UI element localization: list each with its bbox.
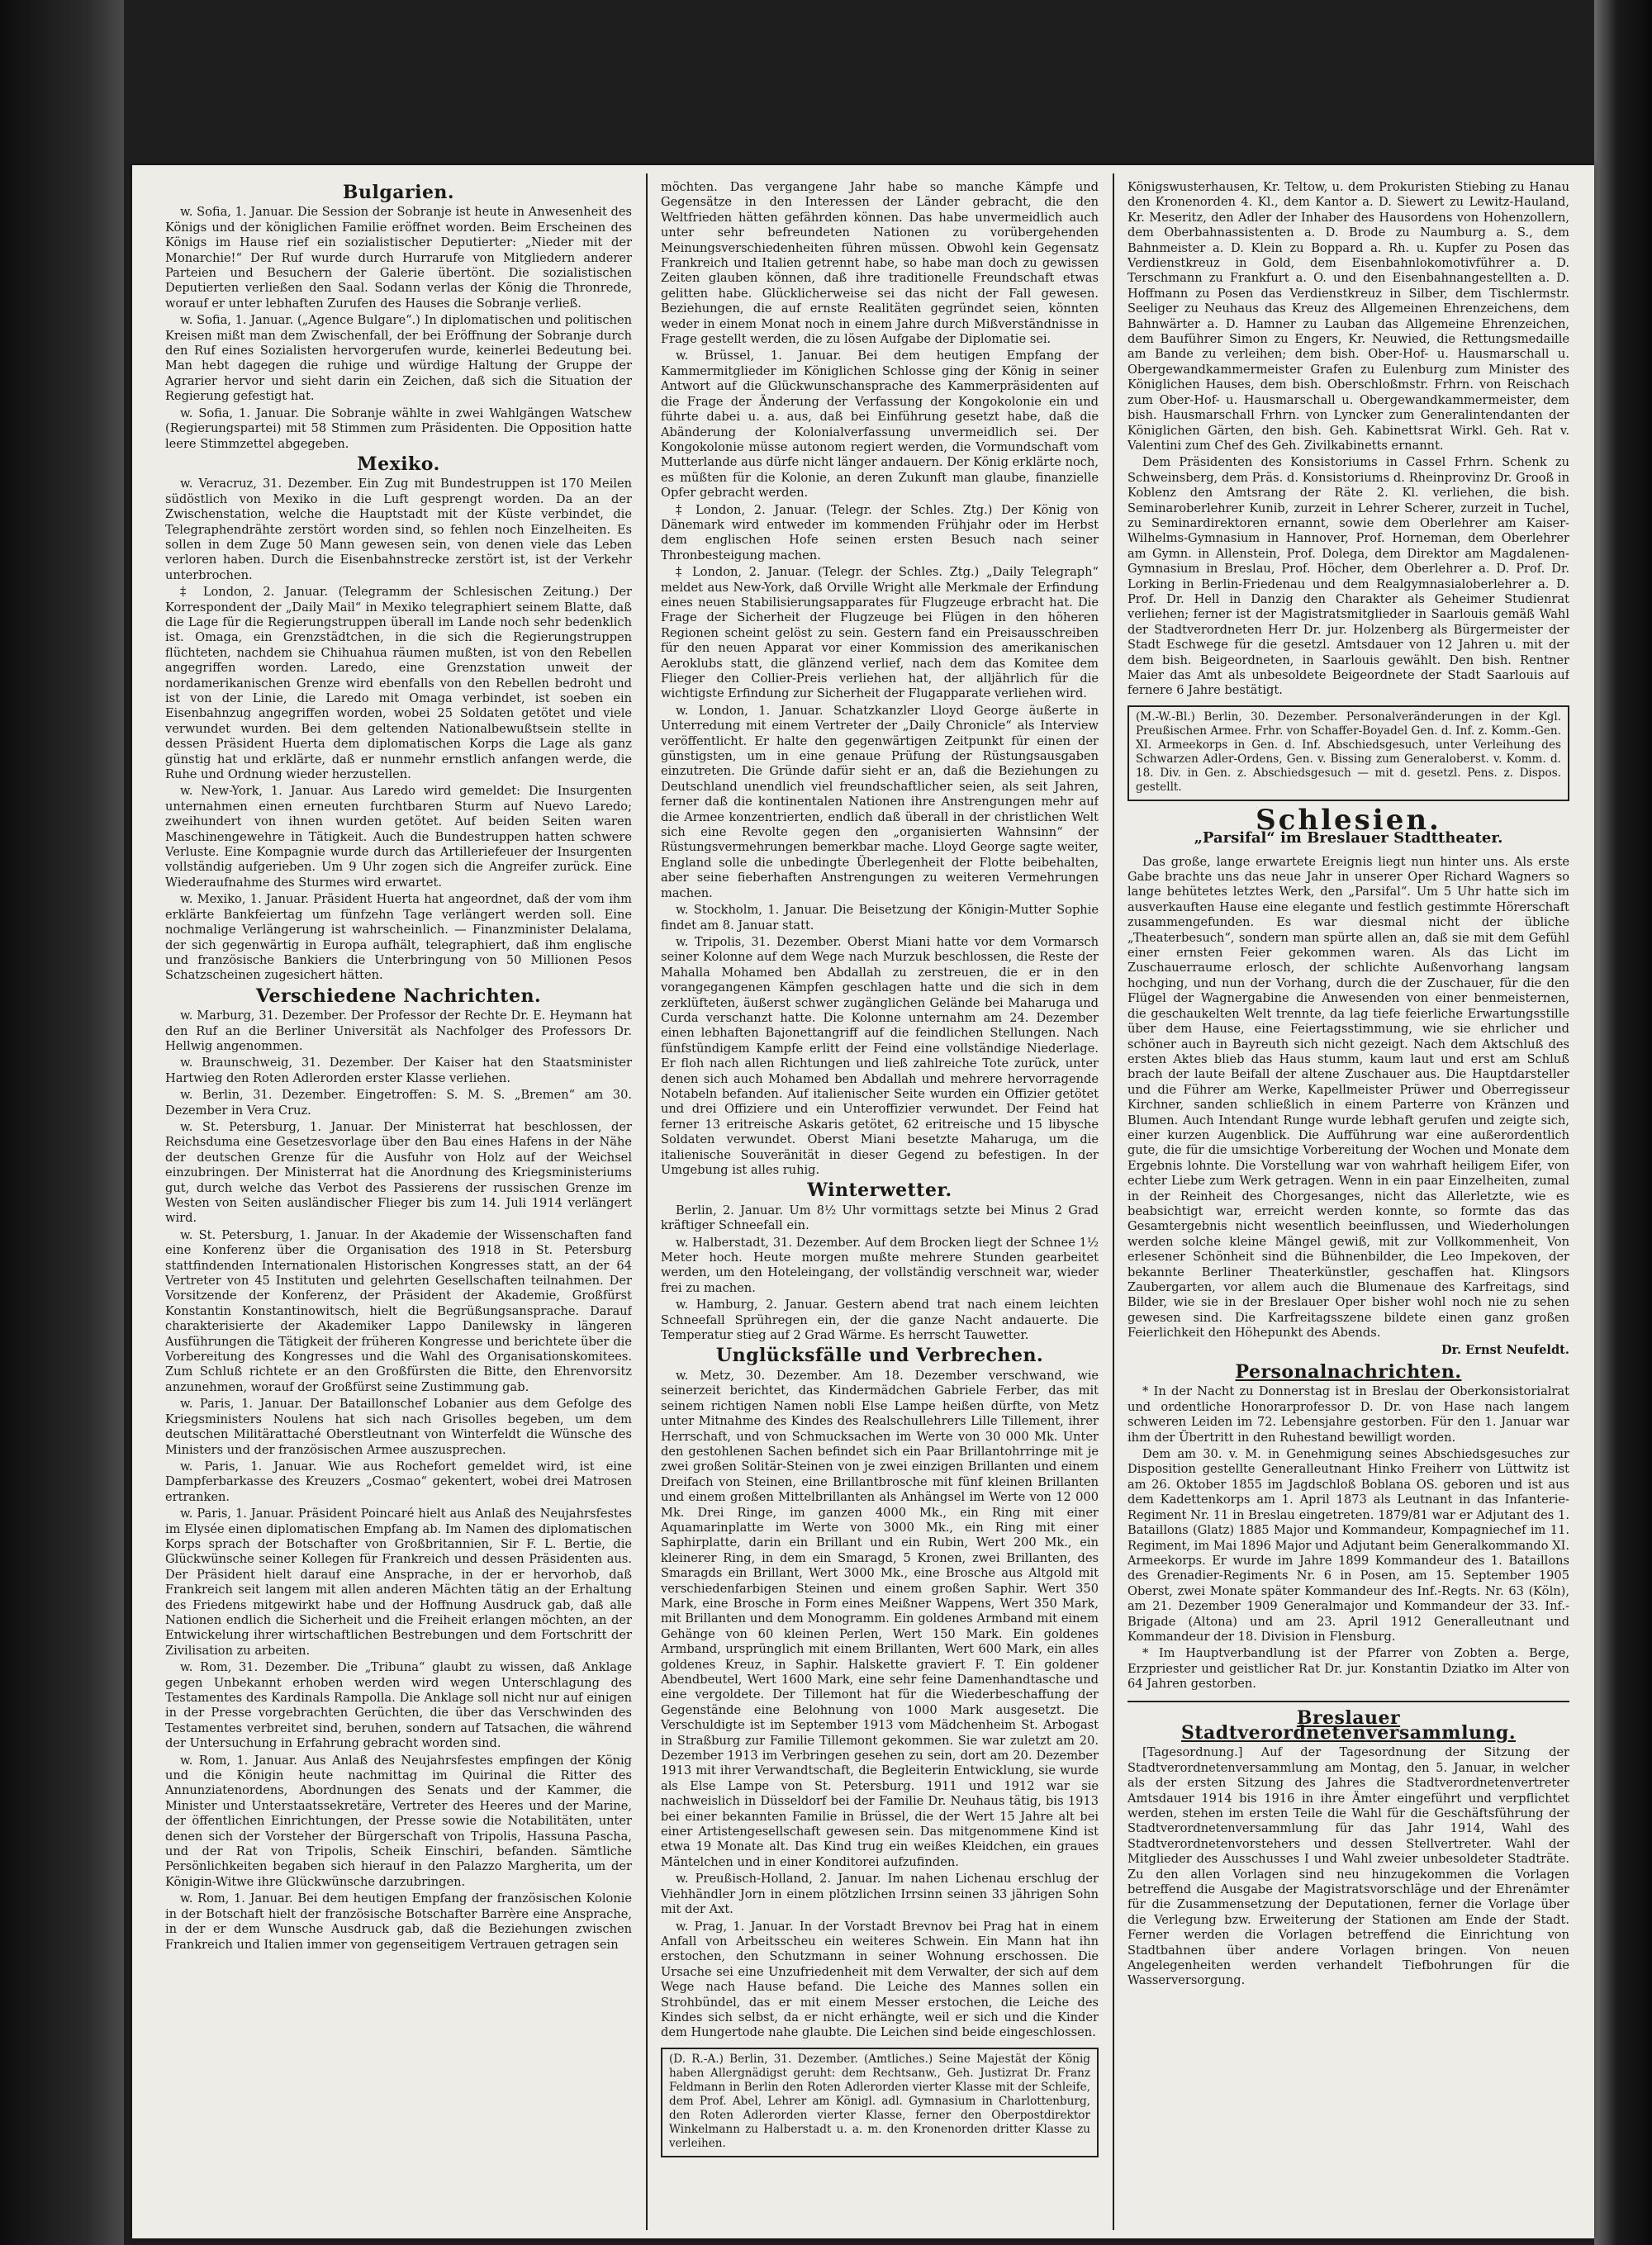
article-paragraph: Berlin, 2. Januar. Um 8½ Uhr vormittags setzte bei Minus 2 Grad kräftiger Schneefall ein. <box>661 1203 1099 1233</box>
section-heading-personalnachrichten: Personalnachrichten. <box>1235 1361 1462 1384</box>
column-rule <box>1113 173 1114 2230</box>
column-3 <box>1127 180 1569 2222</box>
article-paragraph: w. Rom, 1. Januar. Aus Anlaß des Neujahrsfestes empfingen der König und die Königin heute nachmittag im Quirinal die Ritter des Annunziatenordens, Abordnungen des Senats und der Kammer, die Minister und Unterstaatssekretäre, Vertreter des Heeres und der Marine, der öffentlichen Einrichtungen, der Presse sowie die Notabilitäten, unter denen sich der Vorsteher der Bürgerschaft von Tripolis, Hassuna Pascha, und der Rat von Tripolis, Scheik Einschiri, befanden. Sämtliche Persönlichkeiten begaben sich hierauf in den Palazzo Margherita, um der Königin-Witwe ihre Glückwünsche darzubringen. <box>165 1753 632 1889</box>
article-paragraph: w. Veracruz, 31. Dezember. Ein Zug mit Bundestruppen ist 170 Meilen südöstlich von Mexiko in die Luft gesprengt worden. Da an der Zwischenstation, welche die Hauptstadt mit der Küste verbindet, die Telegraphendrähte zerstört worden sind, so fehlen noch Einzelheiten. Es sollen in dem Zuge 50 Mann gewesen sein, von denen viele das Leben verloren haben. Durch die Eisenbahnstrecke zerstört ist, ist der Verkehr unterbrochen. <box>165 477 632 582</box>
article-paragraph: w. Sofia, 1. Januar. Die Sobranje wählte in zwei Wahlgängen Watschew (Regierungspartei) mit 58 Stimmen zum Präsidenten. Die Opposition hatte leere Stimmzettel abgegeben. <box>165 406 632 451</box>
article-paragraph: Das große, lange erwartete Ereignis liegt nun hinter uns. Als erste Gabe brachte uns das neue Jahr in unserer Oper Richard Wagners so lange behütetes letztes Werk, den „Parsifal“. Um 5 Uhr hatte sich im ausverkauften Hause eine elegante und festlich gestimmte Hörerschaft zusammengefunden. Es war diesmal nicht der übliche „Theaterbesuch“, sondern man spürte allen an, daß sie mit dem Gefühl einer ernsten Feier gekommen waren. Als das Licht im Zuschauerraume erlosch, der schlichte Außenvorhang langsam hochging, und nun der Vorhang, durch die der Zuschauer, für die den Flügel der Wagnergabine die Anwesenden von einer benmeisternen, die geschaukelten Welt trennte, da lag tiefe feierliche Erwartungsstille über dem Hause, eine Feiertagsstimmung, wie sie ehrlicher und schöner auch in Bayreuth sich nicht gezeigt. Nach dem Aktschluß des ersten Aktes blieb das Haus stumm, kaum laut und erst am Schluß brach der laute Beifall der altene Zuschauer aus. Die Hauptdarsteller und die Führer am Werke, Kapellmeister Prüwer und Oberregisseur Kirchner, sanden schließlich in einem Parterre von Kränzen und Blumen. Auch Intendant Runge wurde lebhaft gerufen und zeigte sich, einer kurzen Augenblick. Die Aufführung war eine außerordentlich gute, die für die umsichtige Vorbereitung der Wochen und Monate dem Ergebnis lohnte. Die Vorstellung war von wahrhaft heiligem Eifer, von echter Liebe zum Werk getragen. Wenn in ein paar Einzelheiten, zumal in der Reinheit des Chorgesanges, nicht das Allerletzte, wie es beabsichtigt war, erreicht werden konnte, so formte das das Gesamtergebnis nicht wesentlich beeinflussen, und Wiederholungen werden solche kleine Mängel gewiß, mit zur Vollkommenheit, Von erlesener Schönheit sind die Bühnenbilder, die Leo Impekoven, der bekannte Berliner Theaterkünstler, geschaffen hat. Klingsors Zaubergarten, vor allem auch die Blumenaue des Karfreitags, sind Bilder, wie sie in der Breslauer Oper bisher wohl noch nie zu sehen gewesen sind. Die Karfreitagsszene bildete einen ganz großen Feierlichkeit den Höhepunkt des Abends. <box>1127 854 1569 1341</box>
article-paragraph: w. Paris, 1. Januar. Wie aus Rochefort gemeldet wird, ist eine Dampferbarkasse des Kreuzers „Cosmao“ gekentert, wobei drei Matrosen ertranken. <box>165 1459 632 1504</box>
column-rule <box>646 173 648 2230</box>
column-2 <box>661 180 1099 2222</box>
article-paragraph: w. Sofia, 1. Januar. („Agence Bulgare“.) In diplomatischen und politischen Kreisen mißt man dem Zwischenfall, der bei Eröffnung der Sobranje durch den Ruf eines Sozialisten hervorgerufen wurde, keinerlei Bedeutung bei. Man hebt dagegen die ruhige und würdige Haltung der Gruppe der Agrarier hervor und sieht darin ein Zeichen, daß sich die Situation der Regierung gefestigt hat. <box>165 313 632 404</box>
article-paragraph: w. Braunschweig, 31. Dezember. Der Kaiser hat den Staatsminister Hartwieg den Roten Adlerorden erster Klasse verliehen. <box>165 1056 632 1085</box>
military-notice-box <box>1127 705 1569 801</box>
section-heading-bulgarien: Bulgarien. <box>342 182 455 203</box>
article-paragraph: ‡ London, 2. Januar. (Telegramm der Schlesischen Zeitung.) Der Korrespondent der „Daily Mail“ in Mexiko telegraphiert seinem Blatte, daß die Lage für die Regierungstruppen überall im Lande noch sehr bedenklich ist. Omaga, ein Grenzstädtchen, in die sich die Regierungstruppen flüchteten, nachdem sie Chihuahua räumen mußten, ist von den Rebellen angegriffen worden. Laredo, eine Grenzstation unweit der nordamerikanischen Grenze wird ebenfalls von den Rebellen bedroht und ist von der Linie, die Laredo mit Omaga verbindet, ist soeben ein Eisenbahnzug angegriffen worden, wobei 25 Soldaten getötet und viele verwundet wurden. Bei dem geltenden Nationalbewußtsein stellte in dessen Präsident Huerta dem diplomatischen Korps die Lage als ganz günstig hat und erklärte, daß er nunmehr ernstlich anfangen werde, die Ruhe und Ordnung wieder herzustellen. <box>165 585 632 782</box>
column-1 <box>165 180 632 2222</box>
article-paragraph: ‡ London, 2. Januar. (Telegr. der Schles. Ztg.) Der König von Dänemark wird entweder im kommenden Frühjahr oder im Herbst dem englischen Hofe seinen ersten Besuch nach seiner Thronbesteigung machen. <box>661 502 1099 562</box>
article-paragraph: w. Paris, 1. Januar. Der Bataillonschef Lobanier aus dem Gefolge des Kriegsministers Noulens hat sich nach Grisolles begeben, um dem deutschen Militärattaché Oberstleutnant von Winterfeldt die Wünsche des Ministers und der französischen Armee auszusprechen. <box>165 1397 632 1457</box>
article-title-parsifal: „Parsifal“ im Breslauer Stadttheater. <box>1194 829 1503 847</box>
article-paragraph: w. Sofia, 1. Januar. Die Session der Sobranje ist heute in Anwesenheit des Königs und der königlichen Familie eröffnet worden. Beim Erscheinen des Königs im Hause rief ein sozialistischer Deputierter: „Nieder mit der Monarchie!“ Der Ruf wurde durch Hurrarufe von Mitgliedern anderer Parteien und Besuchern der Galerie übertönt. Die sozialistischen Deputierten verließen den Saal. Sodann verlas der König die Thronrede, worauf er unter lebhaften Zurufen des Hauses die Sobranje verließ. <box>165 205 632 311</box>
article-paragraph: w. New-York, 1. Januar. Aus Laredo wird gemeldet: Die Insurgenten unternahmen einen erneuten furchtbaren Sturm auf Nuevo Laredo; zweihundert von ihnen wurden getötet. Auf beiden Seiten waren Maschinengewehre in Tätigkeit. Auch die Bundestruppen hatten schwere Verluste. Eine Kompagnie wurde durch das Artilleriefeuer der Insurgenten vollständig aufgerieben. Um 9 Uhr zogen sich die Angreifer zurück. Eine Wiederaufnahme des Sturmes wird erwartet. <box>165 784 632 890</box>
article-paragraph: w. St. Petersburg, 1. Januar. In der Akademie der Wissenschaften fand eine Konferenz über die Organisation des 1918 in St. Petersburg stattfindenden Internationalen Historischen Kongresses statt, an der 64 Vertreter von 45 Instituten und gelehrten Gesellschaften teilnahmen. Der Vorsitzende der Konferenz, der Präsident der Akademie, Großfürst Konstantin Konstantinowitsch, hielt die Begrüßungsansprache. Darauf charakterisierte der Akademiker Lappo Danilewsky in längeren Ausführungen die Tätigkeit der früheren Kongresse und berichtete über die Vorbereitung des Kongresses und die Wahl des Organisationskomitees. Zum Schluß richtete er an den Großfürsten die Bitte, den Ehrenvorsitz anzunehmen, worauf der Großfürst seine Zustimmung gab. <box>165 1227 632 1394</box>
section-heading-mexiko: Mexiko. <box>357 453 440 475</box>
scan-border-left <box>0 0 124 2245</box>
article-paragraph: w. Mexiko, 1. Januar. Präsident Huerta hat angeordnet, daß der vom ihm erklärte Bankfeiertag um fünfzehn Tage verlängert werden soll. Eine nochmalige Verlängerung ist wahrscheinlich. — Finanzminister Delalama, der sich gegenwärtig in Europa aufhält, telegraphiert, daß ihm englische und französische Bankiers die Unterbringung von 50 Millionen Pesos Schatzscheinen zugesichert hätten. <box>165 892 632 983</box>
section-heading-ungluecksfaelle: Unglücksfälle und Verbrechen. <box>715 1345 1044 1367</box>
article-paragraph: (D. R.-A.) Berlin, 31. Dezember. (Amtliches.) Seine Majestät der König haben Allergnädigst geruht: dem Rechtsanw., Geh. Justizrat Dr. Franz Feldmann in Berlin den Roten Adlerorden vierter Klasse mit der Schleife, dem Prof. Abel, Lehrer am Königl. adl. Gymnasium in Charlottenburg, den Roten Adlerorden vierter Klasse, ferner den Oberpostdirektor Winkelmann zu Halberstadt u. a. m. den Kronenorden dritter Klasse zu verleihen. <box>669 2052 1090 2150</box>
article-paragraph: w. Prag, 1. Januar. In der Vorstadt Brevnov bei Prag hat in einem Anfall von Arbeitsscheu ein weiteres Schwein. Ein Mann hat ihn erstochen, den Schutzmann in seiner Wohnung erschossen. Die Ursache sei eine Unzufriedenheit mit dem Verwalter, der sich auf dem Wege nach Hause befand. Die Leiche des Mannes sollen ein Strohbündel, das er mit einem Messer erstochen, die Leiche des Kindes sich selbst, da er nicht erhängte, weil er sich und die Kinder dem Hungertode nahe glaubte. Die Leichen sind beide eingeschlossen. <box>661 1919 1099 2040</box>
article-paragraph: w. St. Petersburg, 1. Januar. Der Ministerrat hat beschlossen, der Reichsduma eine Gesetzesvorlage über den Bau eines Hafens in der Nähe der deutschen Grenze für die Ausfuhr von Holz auf der Weichsel einzubringen. Der Ministerrat hat die Anordnung des Kriegsministeriums gut, durch welche das Verbot des Passierens der russischen Grenze im Westen von Seiten ausländischer Flieger bis zum 14. Juli 1914 verlängert wird. <box>165 1119 632 1226</box>
author-byline: Dr. Ernst Neufeldt. <box>1441 1342 1569 1357</box>
article-paragraph: w. Brüssel, 1. Januar. Bei dem heutigen Empfang der Kammermitglieder im Königlichen Schlosse ging der König in seiner Antwort auf die Glückwunschansprache des Kammerpräsidenten auf die Frage der Änderung der Verfassung der Kongokolonie ein und führte dabei u. a. aus, daß bei Einführung gesetzt habe, daß die Abänderung der Kolonialverfassung unvermeidlich sei. Der Kongokolonie müsse autonom regiert werden, die Vormundschaft vom Mutterlande aus dürfe nicht länger andauern. Der König erklärte noch, es müßten für die Kolonie, an deren Zukunft man glaube, finanzielle Opfer gebracht werden. <box>661 349 1099 501</box>
article-paragraph: w. Rom, 1. Januar. Bei dem heutigen Empfang der französischen Kolonie in der Botschaft hielt der französische Botschafter Barrère eine Ansprache, in der er dem Wunsche Ausdruck gab, daß die Beziehungen zwischen Frankreich und Italien immer von gegenseitigem Vertrauen getragen sein <box>165 1891 632 1952</box>
section-heading-verschiedene: Verschiedene Nachrichten. <box>255 985 542 1007</box>
official-notice-box <box>661 2048 1099 2157</box>
article-paragraph: w. Halberstadt, 31. Dezember. Auf dem Brocken liegt der Schnee 1½ Meter hoch. Heute morgen mußte mehrere Stunden gearbeitet werden, um den Hoteleingang, der vollständig verschneit war, wieder frei zu machen. <box>661 1235 1099 1295</box>
article-paragraph: * In der Nacht zu Donnerstag ist in Breslau der Oberkonsistorialrat und ordentliche Honorarprofessor D. Dr. von Hase nach langem schweren Leiden im 72. Lebensjahre gestorben. Für den 1. Januar war ihm der Übertritt in den Ruhestand bewilligt worden. <box>1127 1384 1569 1445</box>
article-paragraph: möchten. Das vergangene Jahr habe so manche Kämpfe und Gegensätze in den Interessen der Länder gebracht, die den Weltfrieden hätten gefährden können. Das habe unvermeidlich auch unter sehr befreundeten Nationen zu vorübergehenden Meinungsverschiedenheiten führen müssen. Obwohl kein Gegensatz Frankreich und Italien getrennt habe, so habe man doch zu gewissen Zeiten glauben können, daß ihre traditionelle Freundschaft etwas gelitten habe. Glücklicherweise sei das nicht der Fall gewesen. Beziehungen, die auf ernste Realitäten gegründet seien, könnten weder in einem Monat noch in einem Jahre durch Mißverständnisse in Frage gestellt werden, die zu lösen Aufgabe der Diplomatie sei. <box>661 180 1099 347</box>
section-heading-stadtverordneten: Breslauer Stadtverordnetenversammlung. <box>1181 1706 1516 1744</box>
section-heading-winterwetter: Winterwetter. <box>807 1179 952 1202</box>
article-paragraph: w. Metz, 30. Dezember. Am 18. Dezember verschwand, wie seinerzeit berichtet, das Kindermädchen Gabriele Ferber, das mit seinem richtigen Namen nobli Else Lampe heißen dürfte, von Metz unter Mitnahme des Kindes des Realschullehrers Lille Tillement, ihrer Herrschaft, und von Schmucksachen im Werte von 30 000 Mk. Unter den gestohlenen Sachen befindet sich ein Paar Brillantohrringe mit je zwei großen Solitär-Steinen von je zwei einzigen Brillanten und einem Dreifach von Steinen, eine Brillantbrosche mit fünf kleinen Brillanten und einem großen Mittelbrillanten als Anhängsel im Werte von 12 000 Mk. Drei Ringe, im ganzen 4000 Mk., ein Ring mit einer Aquamarinplatte im Werte von 3000 Mk., ein Ring mit einer Saphirplatte, darin ein Brillant und ein Rubin, Wert 200 Mk., ein kleinerer Ring, in dem ein Smaragd, 5 Kronen, zwei Brillanten, des Smaragds ein Brillant, Wert 3000 Mk., eine Brosche aus Altgold mit verschiedenfarbigen Steinen und einem großen Saphir. Wert 350 Mark, eine Brosche in Form eines Meißner Wappens, Wert 350 Mark, mit Brillanten und dem Monogramm. Ein goldenes Armband mit einem Gehänge von 60 kleinen Perlen, Wert 150 Mark. Ein goldenes Armband, ursprünglich mit einem Brillanten, Wert 600 Mark, ein alles goldenes Kreuz, in Saphir. Halskette graviert F. T. Ein goldener Abendbeutel, Wert 1600 Mark, eine sehr feine Damenhandtasche und eine vergoldete. Der Tillemont hat für die Wiederbeschaffung der Gegenstände eine Belohnung von 1000 Mark ausgesetzt. Die Verschuldigte ist im September 1913 vom Mädchenheim St. Arbogast in Straßburg zur Familie Tillemont gekommen. Sie war zuletzt am 20. Dezember 1913 im Verbringen gesehen zu sein, dort am 20. Dezember 1913 mit ihrer Verwandtschaft, die Begleiterin Entwicklung, sie wurde als Else Lampe von St. Petersburg. 1911 und 1912 war sie nachweislich in Düsseldorf bei der Familie Dr. Neuhaus tätig, bis 1913 bei einer bekannten Familie in Brüssel, die der Wert 15 Jahre alt bei einer Artistengesellschaft gewesen sein. Das mitgenommene Kind ist etwa 19 Monate alt. Das Kind trug ein weißes Kleidchen, ein graues Mäntelchen und in einer Konditorei aufzufinden. <box>661 1368 1099 1869</box>
article-paragraph: w. Tripolis, 31. Dezember. Oberst Miani hatte vor dem Vormarsch seiner Kolonne auf dem Wege nach Murzuk beschlossen, die Reste der Mahalla Mohamed ben Abdallah zu zerstreuen, die er in den vorangegangenen Kämpfen geschlagen hatte und die sich in dem zerklüfteten, äußerst schwer zugänglichen Gelände bei Maharuga und Curda verschanzt hatte. Die Kolonne unternahm am 24. Dezember einen lebhaften Bajonettangriff auf die feindlichen Stellungen. Nach fünfstündigem Kampfe erlitt der Feind eine vollständige Niederlage. Er floh nach allen Richtungen und ließ zahlreiche Tote zurück, unter denen sich auch Mohamed ben Abdallah und mehrere hervorragende Notabeln befanden. Auf italienischer Seite wurden ein Offizier getötet und drei Offiziere und ein Unteroffizier verwundet. Der Feind hat ferner 13 eritreische Askaris getötet, 62 eritreische und 15 libysche Soldaten verwundet. Oberst Miani besetzte Maharuga, um die italienische Souveränität in dieser Gegend zu befestigen. In der Umgebung ist alles ruhig. <box>661 934 1099 1177</box>
article-paragraph: (M.-W.-Bl.) Berlin, 30. Dezember. Personalveränderungen in der Kgl. Preußischen Armee. Frhr. von Schaffer-Boyadel Gen. d. Inf. z. Komm.-Gen. XI. Armeekorps in Gen. d. Inf. Abschiedsgesuch, unter Verleihung des Schwarzen Adler-Ordens, Gen. v. Bissing zum Generaloberst. v. Komm. d. 18. Div. in Gen. z. Abschiedsgesuch — mit d. gesetzl. Pens. z. Dispos. gestellt. <box>1136 710 1561 794</box>
article-paragraph: w. Paris, 1. Januar. Präsident Poincaré hielt aus Anlaß des Neujahrsfestes im Elysée einen diplomatischen Empfang ab. Im Namen des diplomatischen Korps sprach der Botschafter von Großbritannien, Sir F. L. Bertie, die Glückwünsche seiner Kollegen für Frankreich und dessen Präsidenten aus. Der Präsident hielt darauf eine Ansprache, in der er hervorhob, daß Frankreich seit langem mit allen anderen Mächten tätig an der Erhaltung des Friedens mitgewirkt habe und der Hoffnung Ausdruck gab, daß alle Nationen endlich die Sicherheit und die Freiheit erlangen möchten, an der Entwickelung ihrer wirtschaftlichen Bestrebungen und dem Fortschritt der Zivilisation zu arbeiten. <box>165 1507 632 1658</box>
article-paragraph: Dem Präsidenten des Konsistoriums in Cassel Frhrn. Schenk zu Schweinsberg, dem Präs. d. Konsistoriums d. Rheinprovinz Dr. Grooß in Koblenz den Amtsrang der Räte 2. Kl. verliehen, die bish. Seminaroberlehrer Kunib, zurzeit in Lehrer Scherer, zurzeit in Tuchel, zu Seminardirektoren ernannt, sowie dem Oberlehrer am Kaiser-Wilhelms-Gymnasium in Hannover, Prof. Horneman, dem Oberlehrer am Gymn. in Allenstein, Prof. Dolega, dem Direktor am Magdalenen-Gymnasium in Breslau, Prof. Höcher, dem Oberlehrer a. D. Prof. Dr. Lorking in Berlin-Friedenau und dem Realgymnasialoberlehrer a. D. Prof. Dr. Hell in Danzig den Charakter als Geheimer Studienrat verliehen; ferner ist der Magistratsmitglieder in Saarlouis gemäß Wahl der Stadtverordneten Herr Dr. jur. Holzenberg als Bürgermeister der Stadt Eschwege für die gesetzl. Amtsdauer von 12 Jahren u. mit der dem bish. Beigeordneten, in Saarlouis gewählt. Den bish. Rentner Maier das Amt als unbesoldete Beigeordnete der Stadt Saarlouis auf fernere 6 Jahre bestätigt. <box>1127 455 1569 698</box>
article-paragraph: Dem am 30. v. M. in Genehmigung seines Abschiedsgesuches zur Disposition gestellte Generalleutnant Hinko Freiherr von Lüttwitz ist am 26. Oktober 1855 im Jagdschloß Boblana OS. geboren und ist aus dem Kadettenkorps am 1. April 1873 als Leutnant in das Infanterie-Regiment Nr. 11 in Breslau eingetreten. 1879/81 war er Adjutant des 1. Bataillons (Glatz) 1885 Major und Kommandeur, Kompagniechef im 11. Regiment, im Mai 1896 Major und Adjutant beim Generalkommando XI. Armeekorps. Er wurde im Jahre 1899 Kommandeur des 1. Bataillons des Grenadier-Regiments Nr. 6 in Posen, am 15. September 1905 Oberst, zwei Monate später Kommandeur des Inf.-Regts. Nr. 63 (Köln), am 21. Dezember 1909 Generalmajor und Kommandeur der 33. Inf.-Brigade (Altona) und am 23. April 1912 Generalleutnant und Kommandeur der 18. Division in Flensburg. <box>1127 1447 1569 1644</box>
newspaper-page <box>132 165 1594 2238</box>
article-paragraph: * Im Hauptverbandlung ist der Pfarrer von Zobten a. Berge, Erzpriester und geistlicher Rat Dr. jur. Konstantin Dziatko im Alter von 64 Jahren gestorben. <box>1127 1646 1569 1692</box>
article-paragraph: w. Hamburg, 2. Januar. Gestern abend trat nach einem leichten Schneefall Sprühregen ein, der die ganze Nacht andauerte. Die Temperatur stieg auf 2 Grad Wärme. Es herrscht Tauwetter. <box>661 1298 1099 1343</box>
article-paragraph: w. Marburg, 31. Dezember. Der Professor der Rechte Dr. E. Heymann hat den Ruf an die Berliner Universität als Nachfolger des Professors Dr. Hellwig angenommen. <box>165 1009 632 1053</box>
article-paragraph: w. London, 1. Januar. Schatzkanzler Lloyd George äußerte in Unterredung mit einem Vertreter der „Daily Chronicle“ als Interview veröffentlicht. Er halte den gegenwärtigen Zeitpunkt für einen der günstigsten, um in eine genaue Prüfung der Rüstungsausgaben einzutreten. Die Gründe dafür sieht er an, daß die Beziehungen zu Deutschland unendlich viel freundschaftlicher seien, als seit Jahren, ferner daß die kontinentalen Nationen ihre Anstrengungen mehr auf die Armee konzentrierten, endlich daß überall in der christlichen Welt sich eine Revolte gegen den „organisierten Wahnsinn“ der Rüstungsvermehrungen bemerkbar mache. Lloyd George sagte weiter, England solle die unbedingte Überlegenheit der Flotte beibehalten, aber seine fieberhaften Anstrengungen zu weiteren Vermehrungen machen. <box>661 703 1099 900</box>
section-heading-schlesien: Schlesien. <box>1256 803 1441 837</box>
article-paragraph: w. Rom, 31. Dezember. Die „Tribuna“ glaubt zu wissen, daß Anklage gegen Unbekannt erhoben werden wird wegen Unterschlagung des Testamentes des Kardinals Rampolla. Die Anklage soll nicht nur auf einigen in der Presse vorgebrachten Gerüchten, die über das Verschwinden des Testamentes verbreitet sind, beruhen, sondern auf Tatsachen, die während der Untersuchung in Erfahrung gebracht worden sind. <box>165 1660 632 1751</box>
article-paragraph: [Tagesordnung.] Auf der Tagesordnung der Sitzung der Stadtverordnetenversammlung am Montag, den 5. Januar, in welcher als der ersten Sitzung des Jahres die Stadtverordnetenvertreter Amtsdauer 1914 bis 1916 in ihre Ämter eingeführt und verpflichtet werden, stehen im ersten Teile die Wahl für die Geschäftsführung der Stadtverordnetenversammlung für das Jahr 1914, Wahl des Stadtverordnetenvorstehers und dessen Stellvertreter. Wahl der Mitglieder des Ausschusses I und Wahl zweier unbesoldeter Stadträte. Zu den allen Vorlagen sind neu hinzugekommen die Vorlagen betreffend die Ausgabe der Magistratsvorschläge und der Ehrenämter für die Zusammensetzung der Deputationen, ferner die Vorlage über die Verlegung bzw. Erweiterung der Stationen am Ende der Stadt. Ferner werden die Vorlagen betreffend die Einrichtung von Stadtbahnen über andere Vorlagen bringen. Von neuen Angelegenheiten werden verhandelt Tiefbohrungen für die Wasserversorgung. <box>1127 1745 1569 1988</box>
article-paragraph: Königswusterhausen, Kr. Teltow, u. dem Prokuristen Stiebing zu Hanau den Kronenorden 4. Kl., dem Kantor a. D. Siewert zu Lewitz-Hauland, Kr. Meseritz, den Adler der Inhaber des Hausordens von Hohenzollern, dem Oberbahnassistenten a. D. Brode zu Naumburg a. S., dem Bahnmeister a. D. Klein zu Boppard a. Rh. u. Kupfer zu Posen das Verdienstkreuz in Gold, dem Eisenbahnlokomotivführer a. D. Terschmann zu Frankfurt a. O. und den Eisenbahnangestellten a. D. Hoffmann zu Posen das Verdienstkreuz in Silber, dem Tischlermstr. Seeliger zu Neuhaus das Kreuz des Allgemeinen Ehrenzeichens, dem Bahnwärter a. D. Hamner zu Lauban das Allgemeine Ehrenzeichen, dem Bauführer Simon zu Engers, Kr. Neuwied, die Rettungsmedaille am Bande zu verleihen; dem bish. Ober-Hof- u. Hausmarschall u. Obergewandkammermeister Grafen zu Eulenburg zum Minister des Königlichen Hauses, dem bish. Oberschloßmstr. Frhrn. von Reischach zum Ober-Hof- u. Hausmarschall u. Obergewandkammermeister, dem bish. Hausmarschall Frhrn. von Lyncker zum Generalintendanten der Königlichen Gärten, den bish. Geh. Kabinettsrat Wirkl. Geh. Rat v. Valentini zum Chef des Geh. Zivilkabinetts ernannt. <box>1127 180 1569 453</box>
scan-border-right <box>1594 0 1652 2245</box>
section-divider <box>1127 1701 1569 1702</box>
article-paragraph: w. Stockholm, 1. Januar. Die Beisetzung der Königin-Mutter Sophie findet am 8. Januar statt. <box>661 903 1099 933</box>
article-paragraph: w. Preußisch-Holland, 2. Januar. Im nahen Lichenau erschlug der Viehhändler Jorn in einem plötzlichen Irrsinn seinen 33 jährigen Sohn mit der Axt. <box>661 1872 1099 1917</box>
article-paragraph: ‡ London, 2. Januar. (Telegr. der Schles. Ztg.) „Daily Telegraph“ meldet aus New-York, daß Orville Wright alle Merkmale der Erfindung eines neuen Stabilisierungsapparates für Flugzeuge erbracht hat. Die Frage der Sicherheit der Flugzeuge bei Flügen in den höheren Regionen scheint gelöst zu sein. Gestern fand ein Preisausschreiben für den neuen Apparat vor einer Kommission des amerikanischen Aeroklubs statt, die glänzend verlief, nach dem das Komitee dem Flieger den Collier-Preis verliehen hat, der alljährlich für die wichtigste Erfindung zur Sicherheit der Flugapparate verliehen wird. <box>661 565 1099 701</box>
article-paragraph: w. Berlin, 31. Dezember. Eingetroffen: S. M. S. „Bremen“ am 30. Dezember in Vera Cruz. <box>165 1088 632 1118</box>
